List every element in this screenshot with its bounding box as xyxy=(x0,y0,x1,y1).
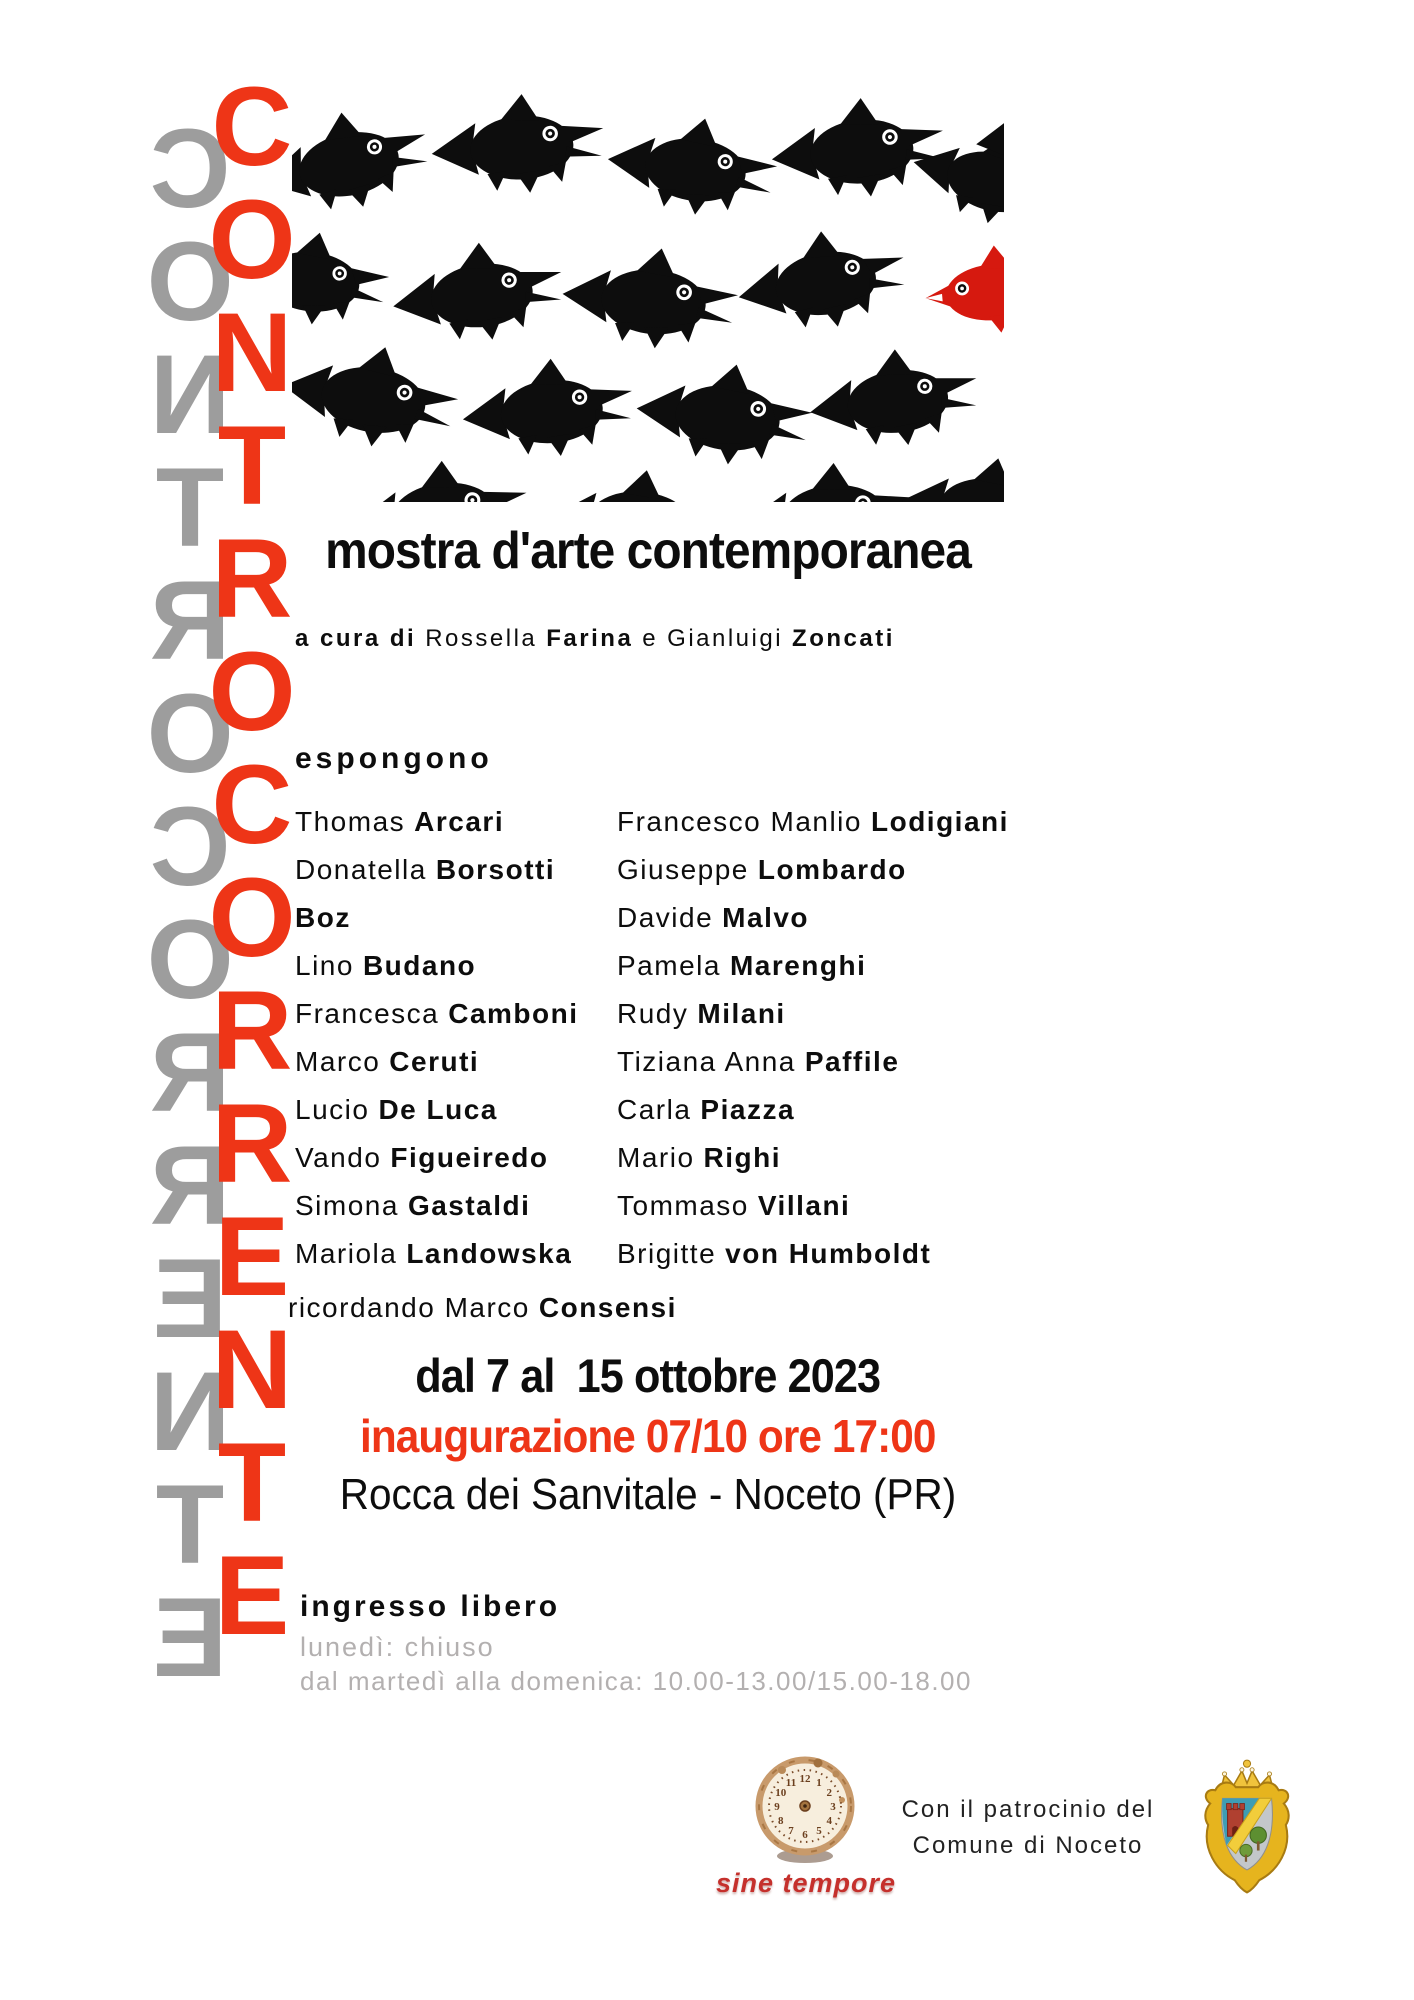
artist-first-name: Thomas xyxy=(295,806,406,837)
artist-last-name: Milani xyxy=(697,998,786,1029)
artist-first-name: Brigitte xyxy=(617,1238,717,1269)
artist-last-name: von Humboldt xyxy=(725,1238,932,1269)
vertical-letter: O xyxy=(150,219,234,344)
vertical-letter: O xyxy=(150,897,234,1022)
event-venue-text: Rocca dei Sanvitale - Noceto (PR) xyxy=(339,1470,957,1519)
vertical-letter: C xyxy=(211,742,289,867)
artist-last-name: Righi xyxy=(703,1142,782,1173)
artist-last-name: Landowska xyxy=(406,1238,573,1269)
clock-numeral: 5 xyxy=(816,1825,822,1838)
artist-first-name: Vando xyxy=(295,1142,382,1173)
artist-first-name: Tommaso xyxy=(617,1190,749,1221)
closed-day-line: lunedì: chiuso xyxy=(300,1632,495,1662)
clock-numeral: 7 xyxy=(788,1825,794,1838)
vertical-letter: O xyxy=(150,671,234,796)
artist-name xyxy=(617,942,1009,990)
exhibition-subtitle xyxy=(292,520,1004,582)
artist-name xyxy=(617,894,1009,942)
artist-last-name: Borsotti xyxy=(435,854,556,885)
artist-name xyxy=(617,1086,1009,1134)
vertical-letter: N xyxy=(211,1307,289,1432)
fish-school-image xyxy=(292,68,1004,502)
artist-first-name: Francesca xyxy=(295,998,440,1029)
artist-last-name: Figueiredo xyxy=(390,1142,549,1173)
artist-last-name: Boz xyxy=(295,902,351,933)
artist-first-name: Donatella xyxy=(295,854,427,885)
artist-first-name: Francesco Manlio xyxy=(617,806,862,837)
artist-last-name: Piazza xyxy=(700,1094,796,1125)
vertical-letter: O xyxy=(208,629,292,754)
curator-2-first-name: Gianluigi xyxy=(667,625,784,652)
artist-first-name: Pamela xyxy=(617,950,721,981)
vertical-letter: R xyxy=(153,1123,231,1248)
vertical-letter: E xyxy=(156,1236,228,1361)
artist-first-name: Giuseppe xyxy=(617,854,749,885)
artist-last-name: Arcari xyxy=(414,806,505,837)
artist-first-name: Davide xyxy=(617,902,714,933)
memorial-line xyxy=(288,1286,677,1330)
vertical-letter: C xyxy=(153,106,231,231)
artist-first-name: Mariola xyxy=(295,1238,398,1269)
artist-name xyxy=(295,942,579,990)
artist-name xyxy=(617,846,1009,894)
vertical-letter: R xyxy=(153,558,231,683)
red-fish-icon xyxy=(922,238,1004,339)
curators-conjunction: e xyxy=(642,625,659,652)
artist-last-name: Marenghi xyxy=(729,950,867,981)
artist-name xyxy=(295,846,579,894)
curator-1-last-name: Farina xyxy=(546,625,634,652)
artist-last-name: Lodigiani xyxy=(870,806,1009,837)
artist-first-name: Rudy xyxy=(617,998,689,1029)
event-venue xyxy=(292,1468,1004,1522)
artist-name xyxy=(295,798,579,846)
memorial-prefix: ricordando Marco xyxy=(288,1292,530,1323)
patronage-text xyxy=(872,1792,1184,1864)
exhibitors-heading: espongono xyxy=(295,742,493,775)
artist-last-name: Malvo xyxy=(722,902,810,933)
artist-name xyxy=(295,1086,579,1134)
artist-name xyxy=(617,1230,1009,1278)
vertical-letter: R xyxy=(211,516,289,641)
artist-last-name: Ceruti xyxy=(389,1046,480,1077)
vertical-letter: R xyxy=(211,968,289,1093)
admission-line: ingresso libero xyxy=(300,1590,561,1623)
artist-name xyxy=(295,1038,579,1086)
clock-numeral: 11 xyxy=(785,1776,797,1789)
artist-first-name: Carla xyxy=(617,1094,692,1125)
event-opening xyxy=(292,1408,1004,1464)
vertical-letter: E xyxy=(214,1533,286,1658)
vertical-letter: T xyxy=(159,1462,225,1587)
vertical-letter: O xyxy=(208,177,292,302)
event-opening-text: inaugurazione 07/10 ore 17:00 xyxy=(360,1410,936,1462)
curators-label: a cura di xyxy=(295,625,417,652)
memorial-name: Consensi xyxy=(538,1292,677,1323)
exhibitors-column-1 xyxy=(295,798,579,1278)
clock-numeral: 4 xyxy=(826,1815,832,1827)
artist-name xyxy=(617,798,1009,846)
artist-last-name: Paffile xyxy=(804,1046,900,1077)
clock-numeral: 1 xyxy=(816,1776,822,1789)
clock-numeral: 3 xyxy=(830,1801,836,1813)
vertical-letter: T xyxy=(217,1420,283,1545)
exhibitors-column-2 xyxy=(617,798,1009,1278)
artist-last-name: De Luca xyxy=(378,1094,498,1125)
exhibition-subtitle-text: mostra d'arte contemporanea xyxy=(325,522,971,580)
event-dates-text: dal 7 al 15 ottobre 2023 xyxy=(415,1349,881,1402)
vertical-letter: O xyxy=(208,855,292,980)
curators-line xyxy=(295,625,1010,653)
artist-last-name: Lombardo xyxy=(757,854,907,885)
vertical-letter: E xyxy=(156,1575,228,1700)
event-dates xyxy=(292,1348,1004,1404)
vertical-letter: C xyxy=(211,64,289,189)
artist-name xyxy=(617,1038,1009,1086)
sine-tempore-label: sine tempore xyxy=(715,1868,897,1898)
artist-name xyxy=(295,1134,579,1182)
curator-2-last-name: Zoncati xyxy=(792,625,895,652)
clock-numeral: 6 xyxy=(802,1829,808,1841)
artist-name xyxy=(617,990,1009,1038)
artist-name xyxy=(295,990,579,1038)
artist-first-name: Marco xyxy=(295,1046,381,1077)
clock-numeral: 12 xyxy=(799,1773,811,1785)
artist-first-name: Lucio xyxy=(295,1094,370,1125)
curator-1-first-name: Rossella xyxy=(425,625,538,652)
clock-numeral: 9 xyxy=(774,1801,780,1813)
vertical-letter: E xyxy=(214,1194,286,1319)
clock-numeral: 8 xyxy=(778,1815,784,1827)
artist-last-name: Budano xyxy=(362,950,477,981)
vertical-letter: T xyxy=(159,445,225,570)
opening-hours-line: dal martedì alla domenica: 10.00-13.00/15.00-18.00 xyxy=(300,1666,972,1696)
patronage-line-2: Comune di Noceto xyxy=(912,1832,1144,1859)
artist-name xyxy=(617,1182,1009,1230)
vertical-letter: T xyxy=(217,403,283,528)
vertical-letter: N xyxy=(153,1349,231,1474)
artist-last-name: Gastaldi xyxy=(407,1190,531,1221)
artist-name xyxy=(295,894,579,942)
vertical-letter: C xyxy=(153,784,231,909)
vertical-letter: N xyxy=(211,290,289,415)
noceto-coat-of-arms xyxy=(1200,1756,1294,1896)
artist-name xyxy=(295,1182,579,1230)
artist-name xyxy=(295,1230,579,1278)
vertical-title xyxy=(200,64,300,1658)
clock-numeral: 2 xyxy=(826,1787,832,1799)
artist-first-name: Simona xyxy=(295,1190,399,1221)
vertical-letter: R xyxy=(153,1010,231,1135)
vertical-letter: N xyxy=(153,332,231,457)
artist-last-name: Villani xyxy=(757,1190,851,1221)
sine-tempore-clock-logo xyxy=(752,1756,858,1866)
artist-last-name: Camboni xyxy=(448,998,579,1029)
artist-first-name: Mario xyxy=(617,1142,695,1173)
artist-first-name: Tiziana Anna xyxy=(617,1046,796,1077)
artist-first-name: Lino xyxy=(295,950,354,981)
patronage-line-1: Con il patrocinio del xyxy=(901,1796,1155,1823)
vertical-letter: R xyxy=(211,1081,289,1206)
artist-name xyxy=(617,1134,1009,1182)
clock-numeral: 10 xyxy=(775,1787,787,1799)
